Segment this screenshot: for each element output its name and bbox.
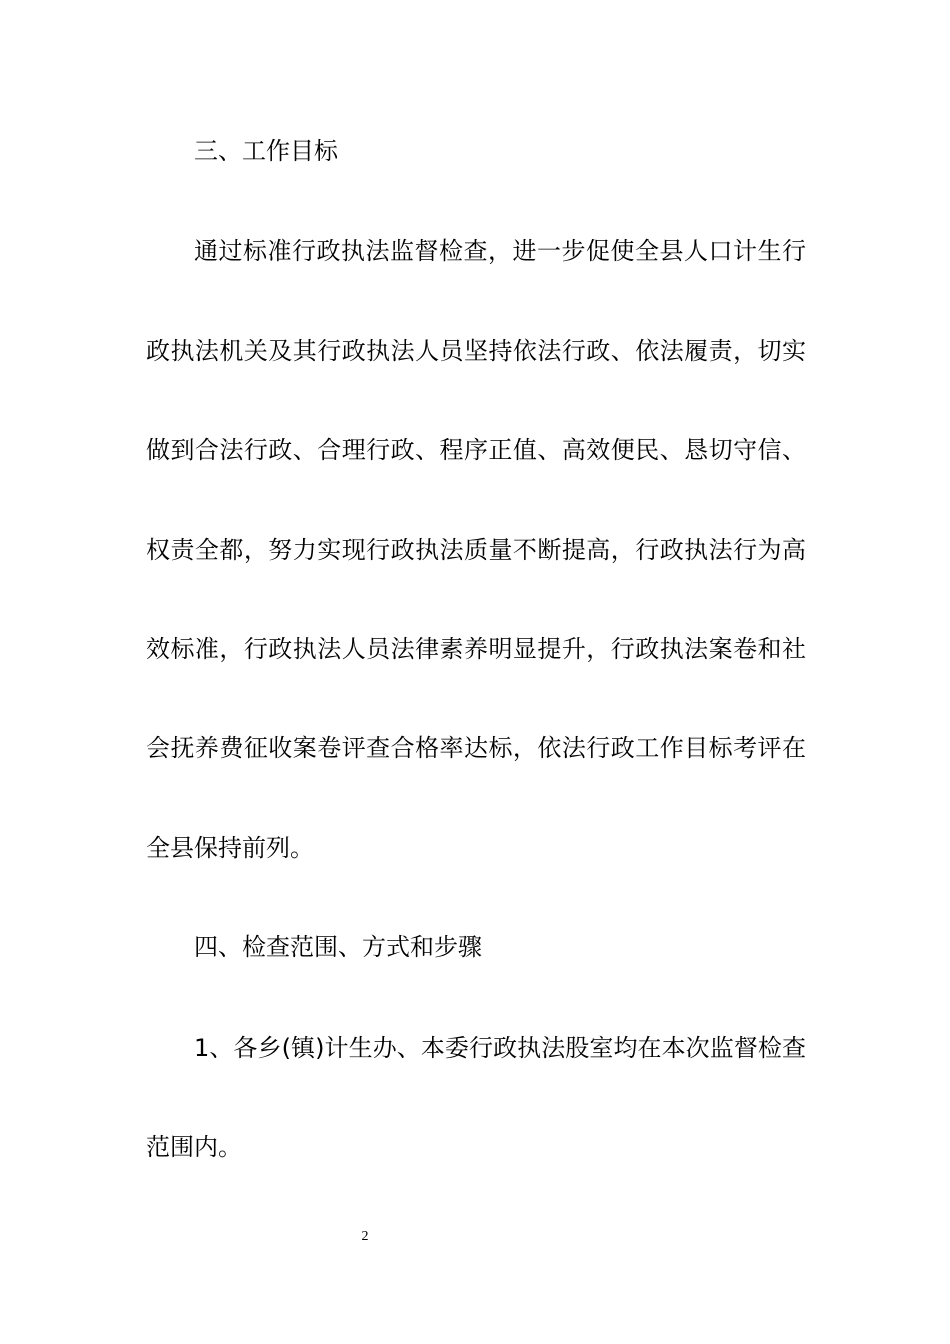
paragraph-line: 效标准，行政执法人员法律素养明显提升，行政执法案卷和社: [146, 635, 806, 663]
paragraph-line: 权责全都，努力实现行政执法质量不断提高，行政执法行为高: [146, 536, 806, 564]
section-heading-work-goals: 三、工作目标: [194, 137, 338, 165]
paragraph-line: 范围内。: [146, 1133, 242, 1161]
paragraph-line: 全县保持前列。: [146, 834, 314, 862]
paragraph-line: 1、各乡(镇)计生办、本委行政执法股室均在本次监督检查: [194, 1034, 806, 1062]
page-number: 2: [361, 1229, 369, 1244]
paragraph-line: 做到合法行政、合理行政、程序正值、高效便民、恳切守信、: [146, 436, 806, 464]
paragraph-line: 会抚养费征收案卷评查合格率达标，依法行政工作目标考评在: [146, 734, 806, 762]
paragraph-line: 通过标准行政执法监督检查，进一步促使全县人口计生行: [194, 237, 806, 265]
section-heading-scope-methods-steps: 四、检查范围、方式和步骤: [194, 933, 482, 961]
paragraph-line: 政执法机关及其行政执法人员坚持依法行政、依法履责，切实: [146, 337, 806, 365]
